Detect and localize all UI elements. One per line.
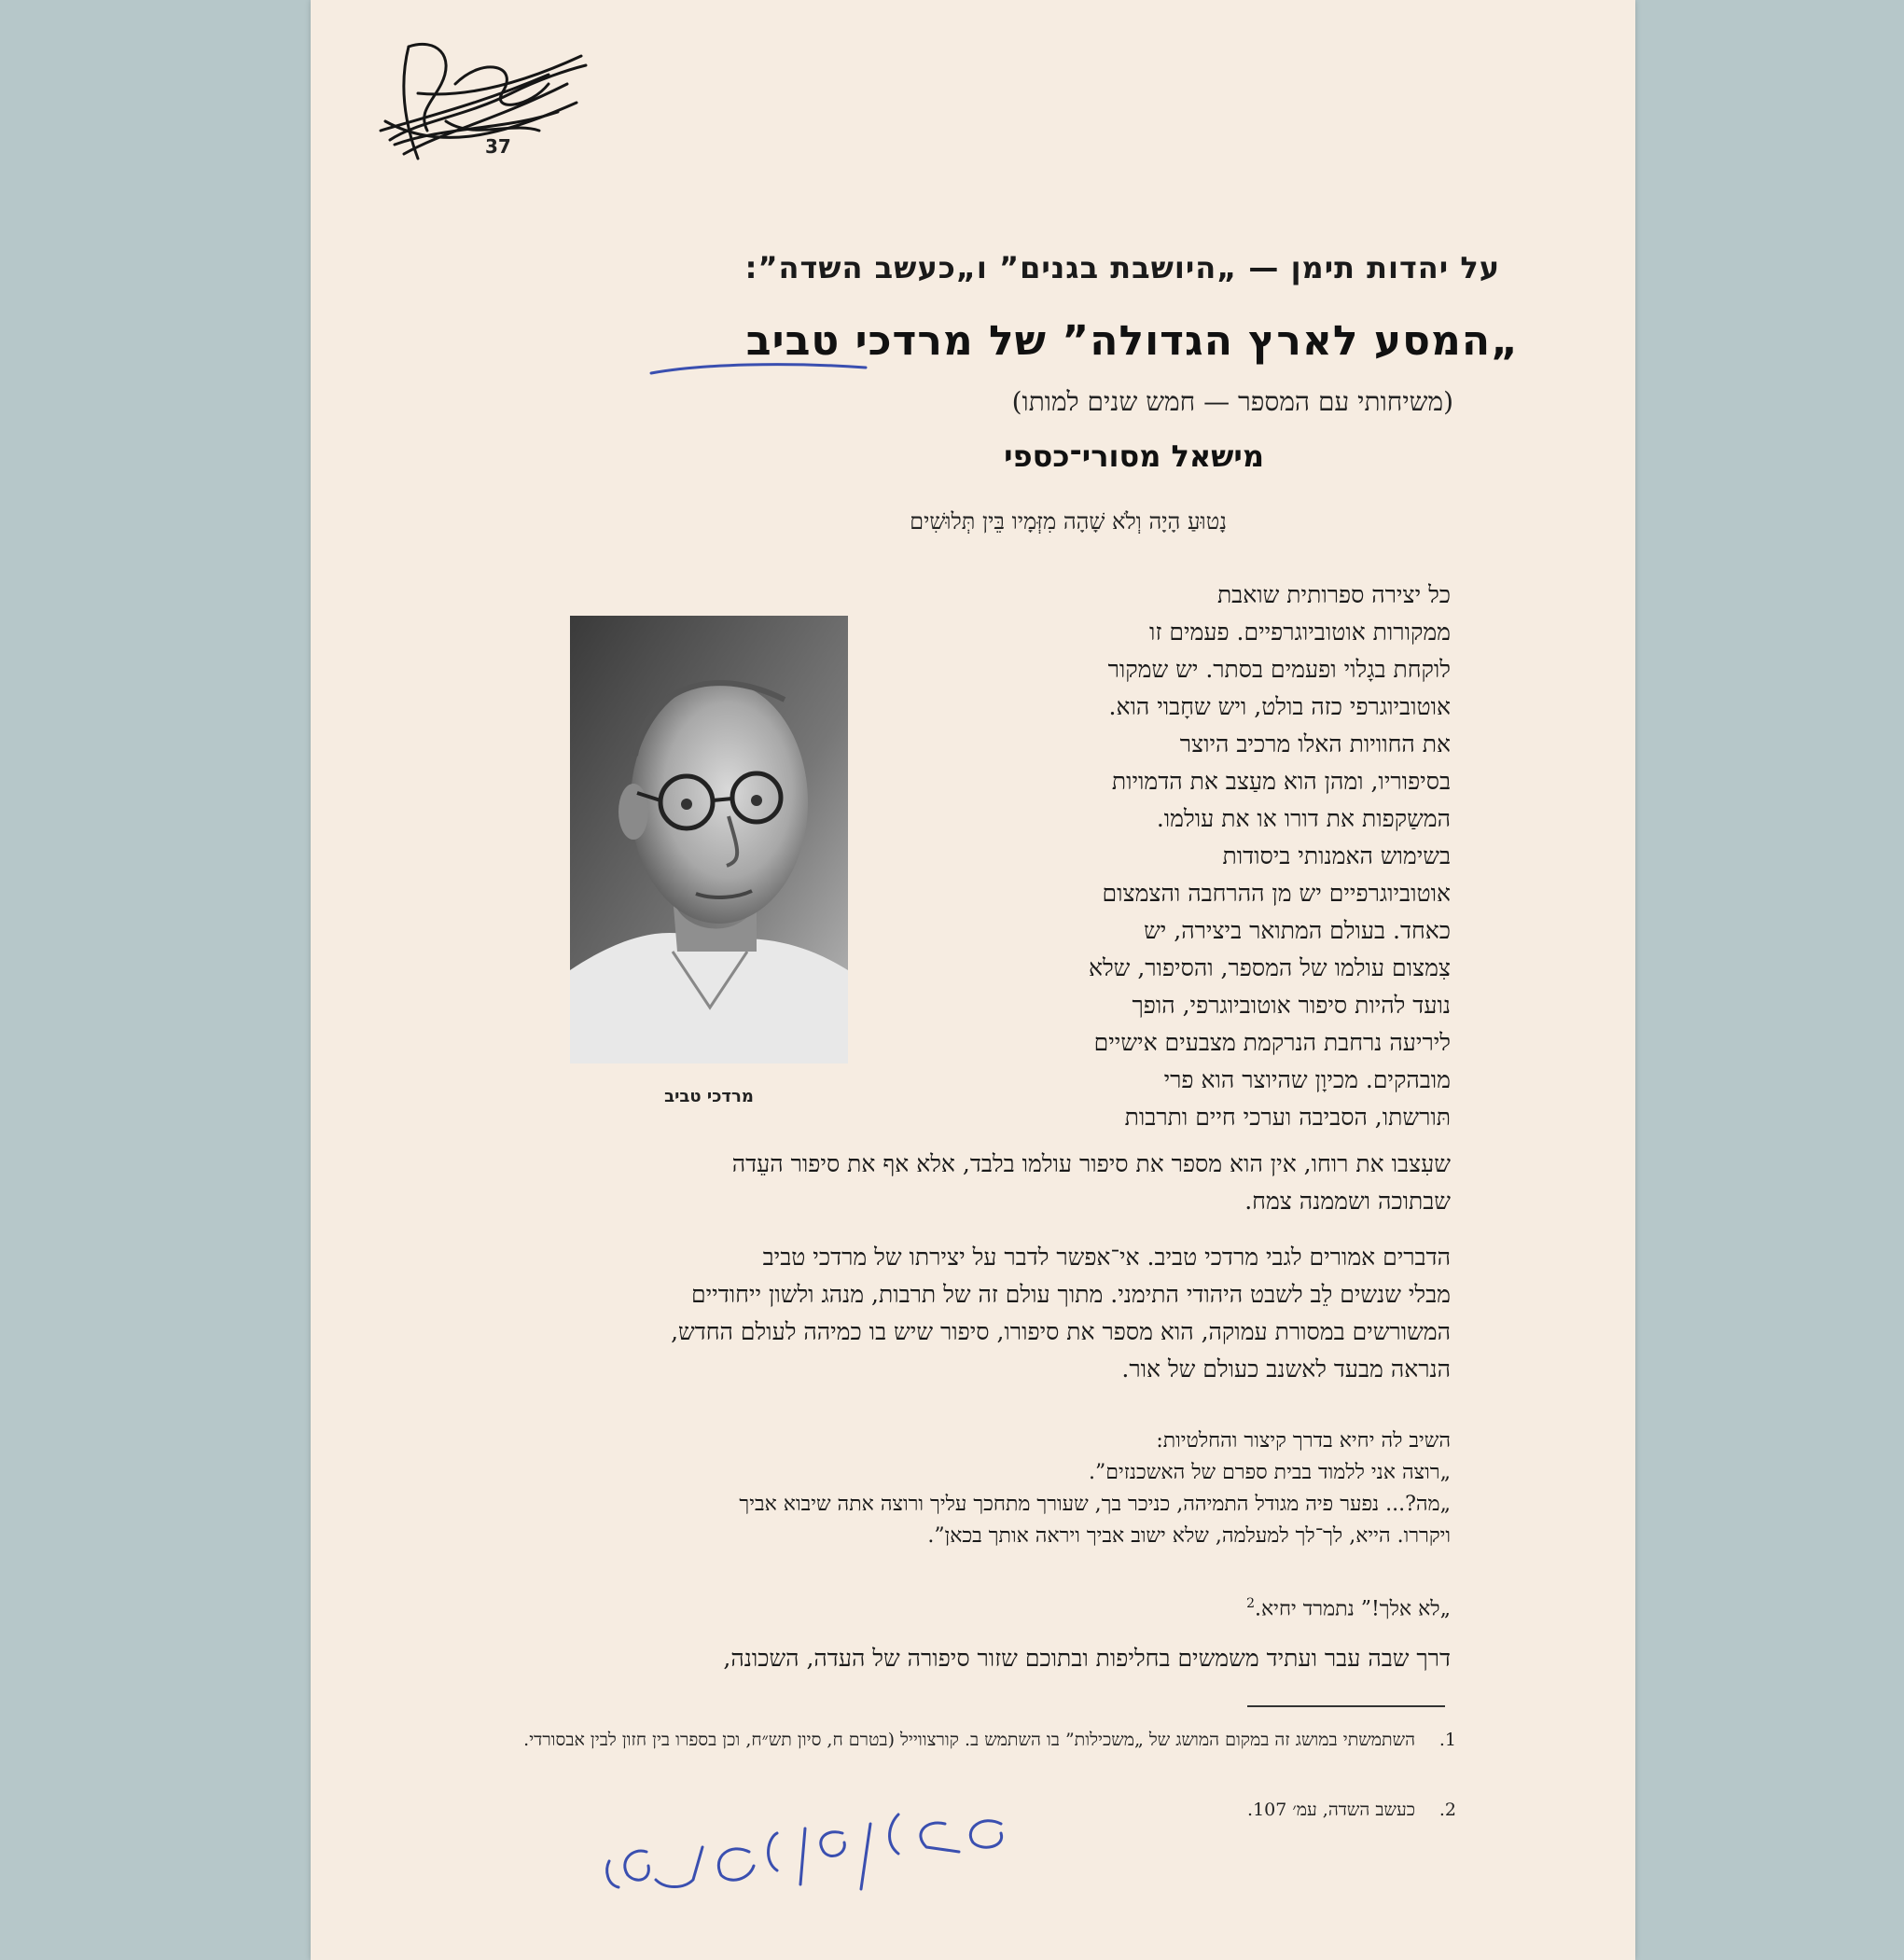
footnote-1 (477, 1726, 1456, 1754)
paragraph-2 (477, 1239, 1451, 1388)
footnote-number: 1. (1438, 1730, 1456, 1750)
text-line: המשַקפות את דורו או את עולמו. (1156, 805, 1451, 832)
dialog-line: השיב לה יחיא בדרך קיצור והחלטיות: (1156, 1429, 1451, 1453)
text-line: אוטוביוגרפיים יש מן ההרחבה והצמצום (1102, 880, 1451, 907)
footnote-number: 2. (1438, 1800, 1456, 1820)
portrait-photo (570, 616, 848, 1063)
text-line: תּורשתו, הסביבה וערכי חיים ותרבות (1124, 1104, 1451, 1131)
text-line: צִמצום עולמו של המספר, והסיפור, שלא (1088, 954, 1451, 981)
article-title: „המסע לארץ הגדולה” של מרדכי טביב (745, 317, 1519, 365)
photo-caption: מרדכי טביב (664, 1087, 754, 1106)
text-line: מובהקים. מכיוָן שהיוצר הוא פרי (1163, 1066, 1451, 1093)
handwritten-signature-icon (591, 1796, 1038, 1926)
footnote-divider (1247, 1705, 1445, 1707)
text-line: הדברים אמורים לגבי מרדכי טביב. אי־אפשר לדבר על יצירתו של מרדכי טביב (762, 1244, 1451, 1271)
text-line: כל יצירה ספרותית שואבת (1216, 581, 1451, 608)
text-line: שעִצבו את רוחו, אין הוא מספר את סיפור עולמו בלבד, אלא אף את סיפור העֵדה (731, 1150, 1451, 1177)
paragraph-1-column (954, 577, 1451, 1136)
text-line: בשימוש האמנותי ביסודות (1222, 842, 1451, 869)
dialog-line: „רוצה אני ללמוד בבית ספרם של האשכנזים”. (1089, 1461, 1451, 1484)
text-line: לוקחת בגָלוי ופעמים בסתר. יש שמקור (1107, 656, 1451, 683)
reply-text: „לא אלך!” נתמרד יחיא. (1254, 1597, 1451, 1621)
document-page (311, 0, 1635, 1960)
author-name: מישאל מסורי־כספי (1004, 438, 1264, 474)
article-kicker: על יהדות תימן — „היושבת בגנים” ו„כעשב השדה”: (744, 250, 1500, 285)
footnote-text: השתמשתי במושג זה במקום המושג של „משכילות” בו השתמש ב. קורצווייל (בטרם ח, סיון תש״ח, וכן בספרו בין חזון לבין אבסורדי. (523, 1730, 1415, 1750)
epigraph: נָטוּעַ הָיָה וְלֹא שָׁהָה מִזְּמָיו בֵּין תְּלוּשִׁים (910, 508, 1227, 535)
portrait-image (570, 616, 848, 1063)
text-line: מבלי שנשים לֵב לשבט היהודי התימני. מתוך עולם זה של תרבות, מנהג ולשון ייחודיים (691, 1281, 1451, 1308)
text-line: נועד להיות סיפור אוטוביוגרפי, הופך (1132, 992, 1451, 1019)
text-line: הנראה מבעד לאשנב כעולם של אור. (1121, 1355, 1451, 1383)
footnote-text: כעשב השדה, עמ׳ 107. (1247, 1800, 1415, 1820)
text-line: שבתוכה ושממנה צמח. (1244, 1188, 1451, 1215)
dialog-line: ויקררו. הייא, לך־לך למעלמה, שלא ישוב אביך ויראה אותך בכאן”. (927, 1524, 1451, 1548)
article-subtitle: (משיחותי עם המספר — חמש שנים למותו) (1011, 386, 1453, 417)
dialog-reply (477, 1588, 1469, 1625)
final-text-line: דרך שבה עבר ועתיד משמשים בחליפות ובתוכם שזור סיפורה של העדה, השכונה, (723, 1645, 1451, 1672)
page-number: 37 (485, 135, 511, 158)
paragraph-1-tail (477, 1146, 1451, 1220)
text-line: כאחד. בעולם המתואר ביצירה, יש (1144, 917, 1451, 944)
footnote-ref[interactable]: 2 (1246, 1596, 1255, 1611)
dialog-line: „מה?... נפער פיה מגודל התמיהה, כניכר בך, שעורך מתחכך עליך ורוצה אתה שיבוא אביך (739, 1493, 1451, 1516)
text-line: את החוויות האלו מרכיב היוצר (1179, 730, 1451, 758)
text-line: ממקורות אוטוביוגרפיים. פעמים זו (1149, 619, 1451, 646)
text-line: המשורשים במסורת עמוקה, הוא מספר את סיפורו, סיפור שיש בו כמיהה לעולם החדש, (671, 1318, 1451, 1345)
ink-scribble-icon (353, 28, 595, 168)
text-line: בסיפוריו, ומהן הוא מעַצב את הדמויות (1111, 768, 1451, 795)
pen-underline-icon (646, 354, 870, 382)
quoted-dialog (477, 1425, 1451, 1552)
text-line: אוטוביוגרפי כזה בולט, ויש שחָבוי הוא. (1108, 693, 1451, 720)
text-line: ליריעה נרחבת הנרקמת מצבעים אישיים (1093, 1029, 1451, 1056)
